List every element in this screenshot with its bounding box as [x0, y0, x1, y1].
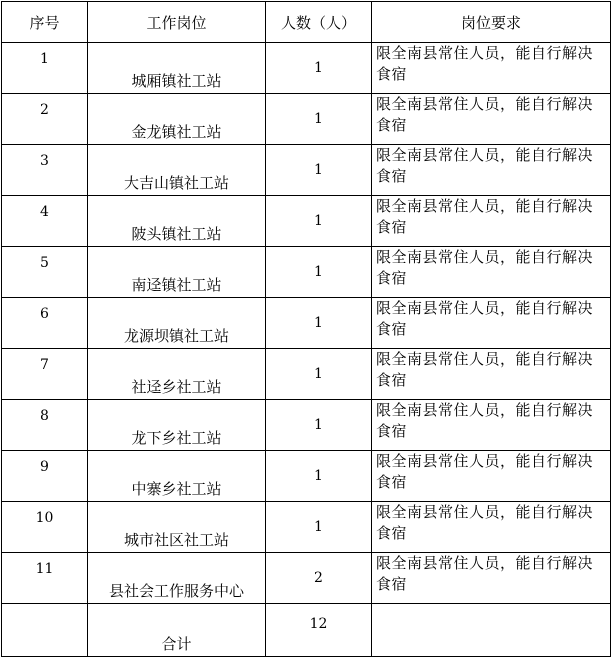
row-count: 1 [266, 145, 372, 196]
total-requirement-empty [372, 604, 611, 657]
table-row [2, 553, 611, 604]
row-requirement: 限全南县常住人员，能自行解决食宿 [372, 349, 611, 400]
row-requirement: 限全南县常住人员，能自行解决食宿 [372, 400, 611, 451]
row-requirement: 限全南县常住人员，能自行解决食宿 [372, 94, 611, 145]
table-row [2, 349, 611, 400]
row-position: 城市社区社工站 [88, 502, 266, 553]
row-position: 龙源坝镇社工站 [88, 298, 266, 349]
row-count: 1 [266, 196, 372, 247]
table-row [2, 43, 611, 94]
row-count: 1 [266, 502, 372, 553]
table-row [2, 400, 611, 451]
row-position: 陂头镇社工站 [88, 196, 266, 247]
table-row [2, 196, 611, 247]
row-position: 大吉山镇社工站 [88, 145, 266, 196]
header-count: 人数（人） [266, 2, 372, 43]
row-position: 龙下乡社工站 [88, 400, 266, 451]
total-label: 合计 [88, 604, 266, 657]
row-index: 8 [2, 400, 88, 451]
row-requirement: 限全南县常住人员，能自行解决食宿 [372, 298, 611, 349]
row-position: 县社会工作服务中心 [88, 553, 266, 604]
total-count: 12 [266, 604, 372, 657]
table-row [2, 145, 611, 196]
row-index: 2 [2, 94, 88, 145]
table-row [2, 451, 611, 502]
row-requirement: 限全南县常住人员，能自行解决食宿 [372, 247, 611, 298]
total-row [2, 604, 611, 657]
row-requirement: 限全南县常住人员，能自行解决食宿 [372, 451, 611, 502]
table-row [2, 247, 611, 298]
row-requirement: 限全南县常住人员，能自行解决食宿 [372, 553, 611, 604]
row-position: 城厢镇社工站 [88, 43, 266, 94]
table-row [2, 94, 611, 145]
row-index: 6 [2, 298, 88, 349]
row-position: 社迳乡社工站 [88, 349, 266, 400]
row-index: 1 [2, 43, 88, 94]
row-count: 1 [266, 43, 372, 94]
header-position: 工作岗位 [88, 2, 266, 43]
row-position: 金龙镇社工站 [88, 94, 266, 145]
row-count: 1 [266, 349, 372, 400]
row-position: 中寨乡社工站 [88, 451, 266, 502]
row-requirement: 限全南县常住人员，能自行解决食宿 [372, 43, 611, 94]
row-count: 1 [266, 247, 372, 298]
row-count: 1 [266, 400, 372, 451]
header-requirement: 岗位要求 [372, 2, 611, 43]
table-row [2, 502, 611, 553]
row-count: 1 [266, 451, 372, 502]
row-count: 1 [266, 298, 372, 349]
row-index: 11 [2, 553, 88, 604]
header-row [2, 2, 611, 43]
row-index: 3 [2, 145, 88, 196]
row-index: 7 [2, 349, 88, 400]
positions-table [1, 1, 611, 657]
row-requirement: 限全南县常住人员，能自行解决食宿 [372, 502, 611, 553]
row-requirement: 限全南县常住人员，能自行解决食宿 [372, 196, 611, 247]
header-index: 序号 [2, 2, 88, 43]
row-index: 9 [2, 451, 88, 502]
total-empty-cell [2, 604, 88, 657]
table-row [2, 298, 611, 349]
row-count: 1 [266, 94, 372, 145]
row-index: 10 [2, 502, 88, 553]
row-index: 4 [2, 196, 88, 247]
row-index: 5 [2, 247, 88, 298]
row-position: 南迳镇社工站 [88, 247, 266, 298]
row-count: 2 [266, 553, 372, 604]
row-requirement: 限全南县常住人员，能自行解决食宿 [372, 145, 611, 196]
